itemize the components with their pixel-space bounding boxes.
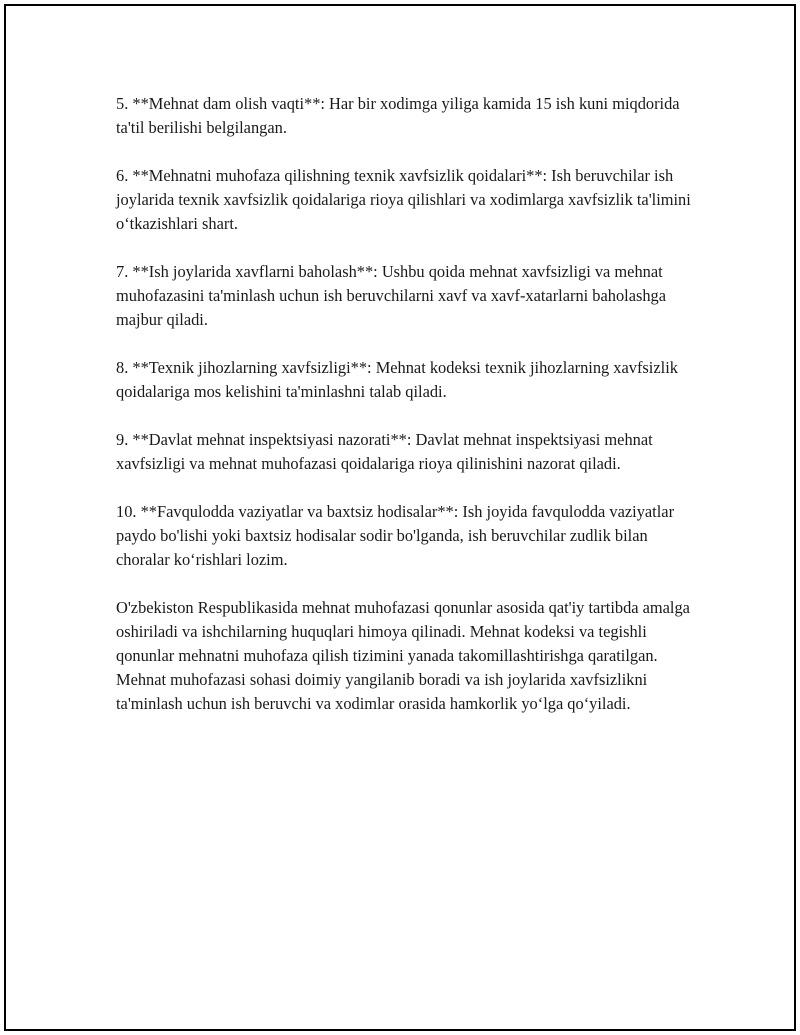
list-item-8-paragraph: 8. **Texnik jihozlarning xavfsizligi**: Mehnat kodeksi texnik jihozlarning xavfsizlik qoidalariga mos kelishini ta'minlashni talab qiladi. — [116, 358, 678, 401]
list-item-7-paragraph: 7. **Ish joylarida xavflarni baholash**: Ushbu qoida mehnat xavfsizligi va mehnat muhofazasini ta'minlash uchun ish beruvchilarni xavf va xavf-xatarlarni baholashga majbur qiladi. — [116, 262, 667, 329]
list-item-5-paragraph: 5. **Mehnat dam olish vaqti**: Har bir xodimga yiliga kamida 15 ish kuni miqdorida ta'til berilishi belgilangan. — [116, 94, 680, 137]
list-item-6-paragraph: 6. **Mehnatni muhofaza qilishning texnik xavfsizlik qoidalari**: Ish beruvchilar ish joylarida texnik xavfsizlik qoidalariga rioya qilishlari va xodimlarga xavfsizlik ta'limini oʻtkazishlari shart. — [116, 166, 691, 233]
list-item-9-paragraph: 9. **Davlat mehnat inspektsiyasi nazorati**: Davlat mehnat inspektsiyasi mehnat xavfsizligi va mehnat muhofazasi qoidalariga rioya qilinishini nazorat qiladi. — [116, 430, 653, 473]
conclusion-paragraph: O'zbekiston Respublikasida mehnat muhofazasi qonunlar asosida qat'iy tartibda amalga oshiriladi va ishchilarning huquqlari himoya qilinadi. Mehnat kodeksi va tegishli qonunlar mehnatni muhofaza qilish tizimini yanada takomillashtirishga qaratilgan. Mehnat muhofazasi sohasi doimiy yangilanib boradi va ish joylarida xavfsizlikni ta'minlash uchun ish beruvchi va xodimlar orasida hamkorlik yoʻlga qoʻyiladi. — [116, 598, 690, 713]
list-item-10-paragraph: 10. **Favqulodda vaziyatlar va baxtsiz hodisalar**: Ish joyida favqulodda vaziyatlar paydo bo'lishi yoki baxtsiz hodisalar sodir bo'lganda, ish beruvchilar zudlik bilan choralar koʻrishlari lozim. — [116, 502, 675, 569]
document-body — [116, 92, 696, 716]
